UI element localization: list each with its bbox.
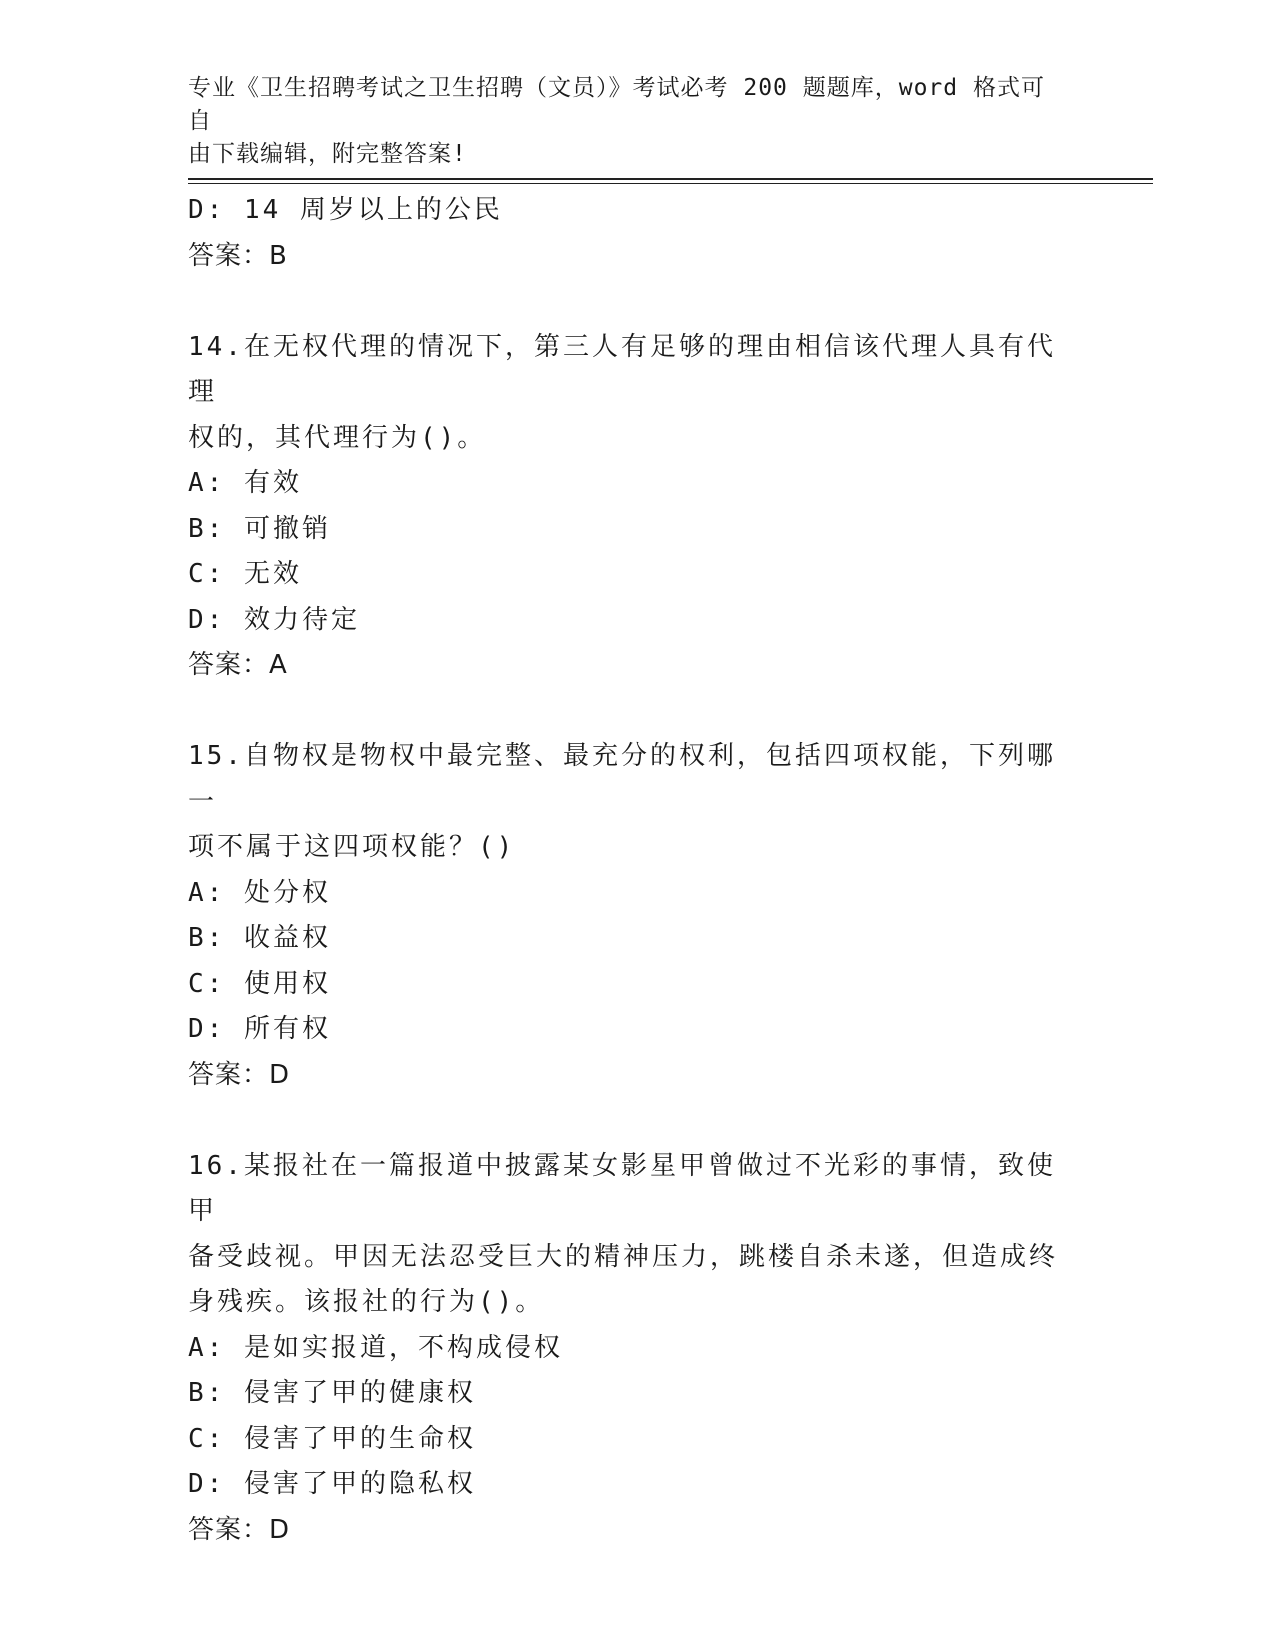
- option-c: C: 使用权: [188, 968, 331, 999]
- option-a: A: 是如实报道，不构成侵权: [188, 1332, 563, 1363]
- option-d: D: 效力待定: [188, 604, 360, 635]
- document-body: [188, 188, 1088, 1553]
- question-stem-line: 14.在无权代理的情况下，第三人有足够的理由相信该代理人具有代理: [188, 331, 1056, 407]
- question-stem-line: 16.某报社在一篇报道中披露某女影星甲曾做过不光彩的事情，致使甲: [188, 1150, 1056, 1226]
- question-15: [188, 734, 1088, 1098]
- option-b: B: 侵害了甲的健康权: [188, 1378, 476, 1408]
- answer-line: 答案：A: [188, 650, 288, 680]
- option-b: B: 可撤销: [188, 513, 331, 544]
- header-line-2: 由下载编辑，附完整答案!: [188, 141, 467, 167]
- question-stem-line: 备受歧视。甲因无法忍受巨大的精神压力，跳楼自杀未遂，但造成终: [188, 1241, 1059, 1272]
- option-d: D: 14 周岁以上的公民: [188, 195, 503, 225]
- answer-line: 答案：D: [188, 1514, 291, 1545]
- spacer: [188, 689, 1088, 735]
- answer-line: 答案：D: [188, 1059, 291, 1090]
- header-divider-thick: [188, 178, 1153, 180]
- option-c: C: 侵害了甲的生命权: [188, 1423, 476, 1454]
- spacer: [188, 279, 1088, 325]
- question-16: [188, 1144, 1088, 1554]
- option-c: C: 无效: [188, 559, 302, 589]
- page-header: [188, 72, 1068, 171]
- question-stem-line: 身残疾。该报社的行为()。: [188, 1287, 545, 1317]
- header-divider-thin: [188, 183, 1153, 184]
- option-a: A: 处分权: [188, 877, 331, 908]
- question-stem-line: 15.自物权是物权中最完整、最充分的权利，包括四项权能，下列哪一: [188, 741, 1056, 817]
- option-b: B: 收益权: [188, 923, 331, 953]
- option-d: D: 侵害了甲的隐私权: [188, 1469, 476, 1499]
- header-line-1: 专业《卫生招聘考试之卫生招聘（文员）》考试必考 200 题题库，word 格式可自: [188, 75, 1045, 134]
- spacer: [188, 1098, 1088, 1144]
- question-stem-line: 权的，其代理行为()。: [188, 422, 487, 453]
- question-14: [188, 325, 1088, 689]
- question-stem-line: 项不属于这四项权能？(): [188, 832, 516, 862]
- option-d: D: 所有权: [188, 1014, 331, 1044]
- option-a: A: 有效: [188, 468, 302, 498]
- answer-line: 答案：B: [188, 240, 288, 271]
